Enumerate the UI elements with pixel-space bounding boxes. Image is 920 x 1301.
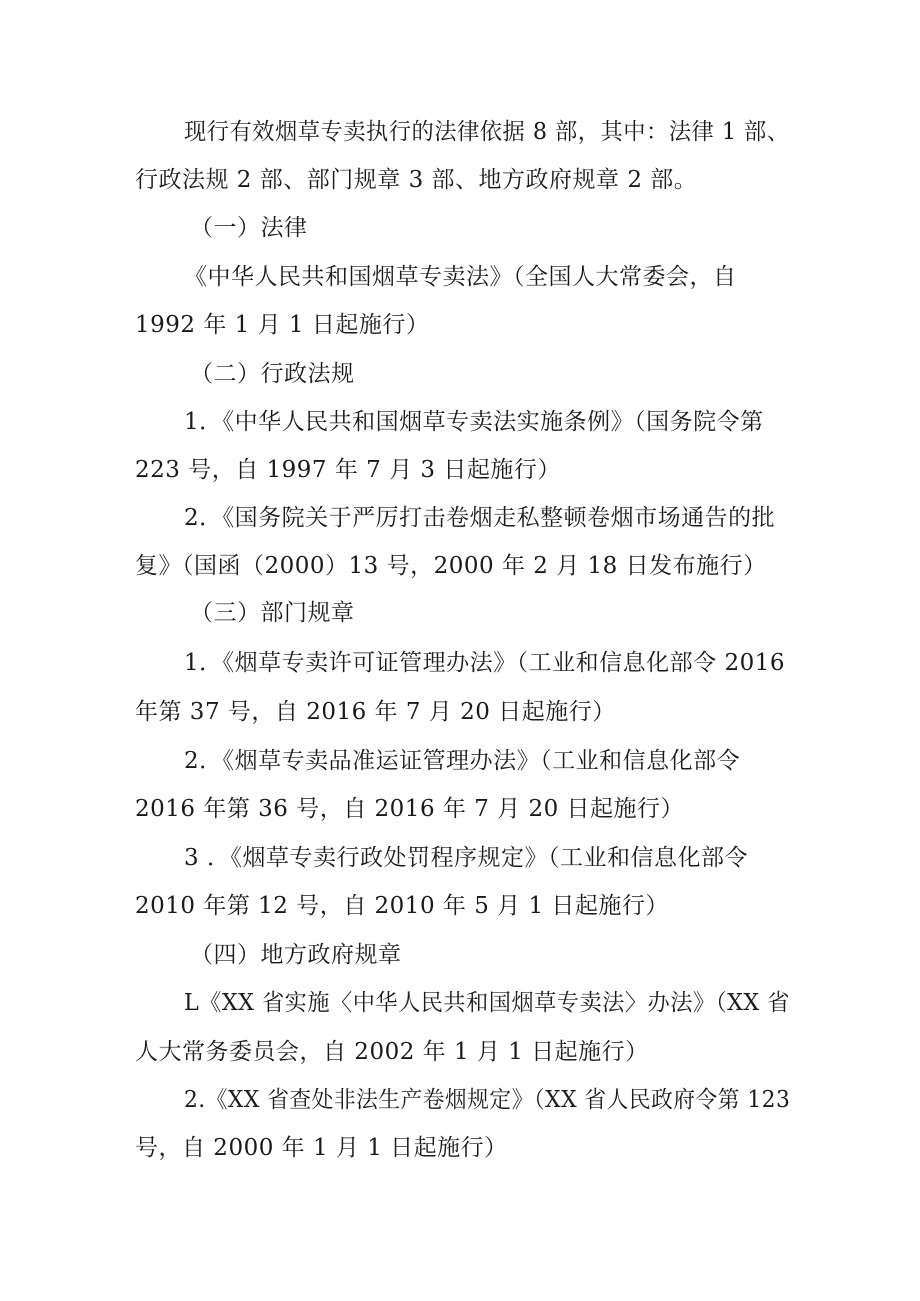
text-line: 2010 年第 12 号，自 2010 年 5 月 1 日起施行） [135,893,669,919]
section-heading: （三）部门规章 [190,600,355,626]
text-line: 223 号，自 1997 年 7 月 3 日起施行） [135,457,561,483]
text-line: 1．《中华人民共和国烟草专卖法实施条例》（国务院令第 [184,409,764,435]
text-line: 现行有效烟草专卖执行的法律依据 8 部，其中：法律 1 部、 [184,119,790,145]
text-line: 2．《国务院关于严厉打击卷烟走私整顿卷烟市场通告的批 [184,505,776,531]
text-line: L《XX 省实施〈中华人民共和国烟草专卖法〉办法》（XX 省 [184,990,790,1016]
text-line: 复》（国函（2000）13 号，2000 年 2 月 18 日发布施行） [135,553,767,579]
text-line: 2．《烟草专卖品准运证管理办法》（工业和信息化部令 [184,748,741,774]
text-line: 3 ．《烟草专卖行政处罚程序规定》（工业和信息化部令 [184,845,748,871]
section-heading: （二）行政法规 [190,361,355,387]
text-line: 1992 年 1 月 1 日起施行） [135,312,430,338]
text-line: 1．《烟草专卖许可证管理办法》（工业和信息化部令 2016 [184,650,785,676]
text-line: 人大常务委员会，自 2002 年 1 月 1 日起施行） [135,1039,649,1065]
text-line: 年第 37 号，自 2016 年 7 月 20 日起施行） [135,699,616,725]
section-heading: （四）地方政府规章 [190,942,402,968]
text-line: 《中华人民共和国烟草专卖法》（全国人大常委会，自 [184,264,737,290]
text-line: 行政法规 2 部、部门规章 3 部、地方政府规章 2 部。 [135,167,698,193]
section-heading: （一）法律 [190,215,308,241]
text-line: 2016 年第 36 号，自 2016 年 7 月 20 日起施行） [135,796,685,822]
text-line: 号，自 2000 年 1 月 1 日起施行） [135,1135,508,1161]
text-line: 2.《XX 省查处非法生产卷烟规定》（XX 省人民政府令第 123 [184,1087,791,1113]
